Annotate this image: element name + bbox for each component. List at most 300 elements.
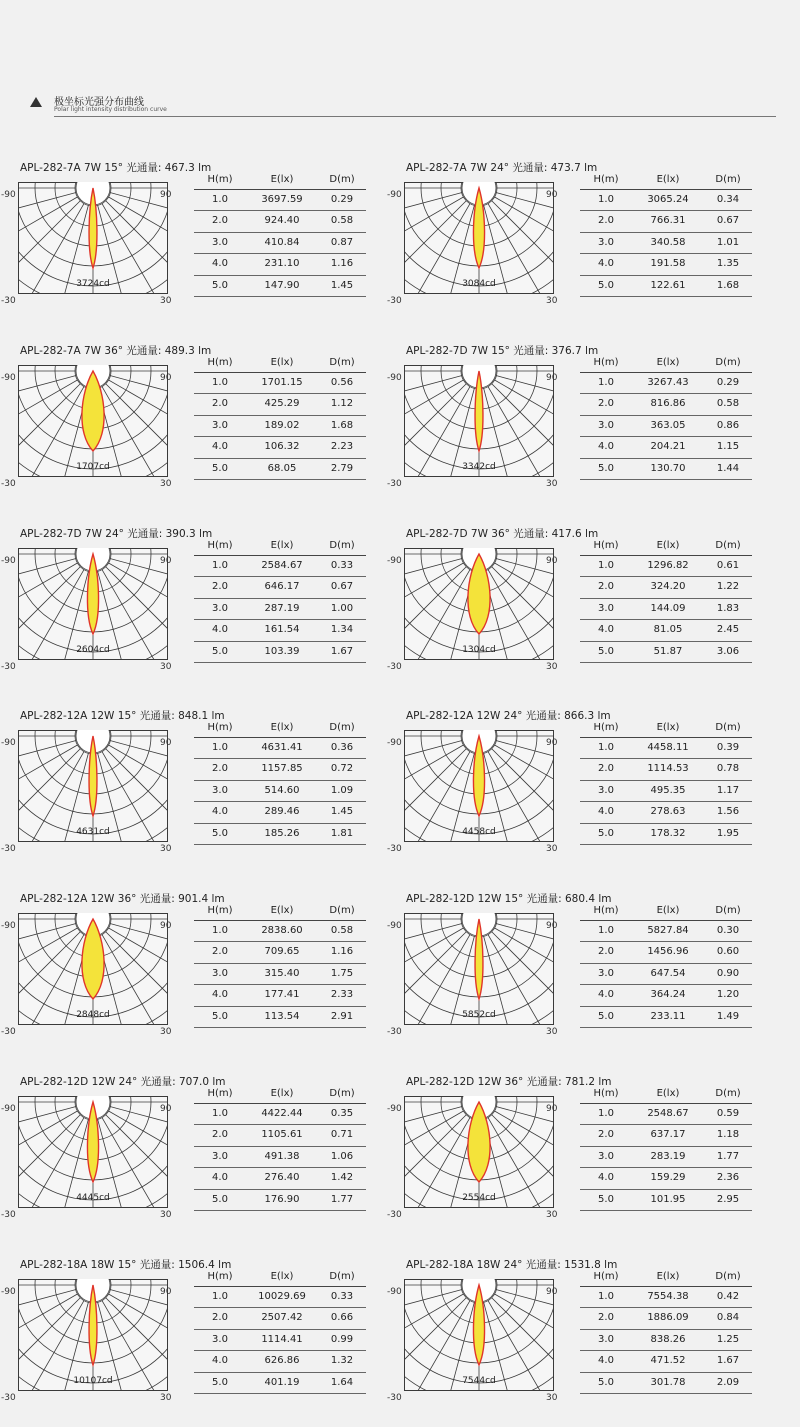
cell-illuminance: 10029.69 [258,1291,306,1302]
polar-grid [18,548,168,660]
cell-diameter: 0.58 [330,925,354,936]
illuminance-table [194,353,366,480]
cell-illuminance: 68.05 [267,462,297,474]
table-row [580,1168,752,1189]
cell-illuminance: 647.54 [650,967,686,979]
angle-label: -30 [387,296,402,306]
cell-illuminance: 106.32 [264,441,300,453]
table-header [580,1267,752,1287]
table-row [194,942,366,963]
panel-title: APL-282-7A 7W 36° 光通量: 489.3 lm [20,345,212,357]
cell-illuminance: 816.86 [650,398,686,410]
table-row [580,985,752,1006]
cell-diameter: 2.95 [716,1193,740,1205]
peak-intensity-label: 3724cd [76,279,110,289]
cell-diameter: 2.36 [716,1172,740,1184]
cell-diameter: 1.45 [330,806,354,818]
cell-diameter: 0.56 [330,377,354,388]
cell-illuminance: 177.41 [264,989,300,1001]
cell-height: 2.0 [212,215,228,227]
cell-height: 4.0 [598,806,614,818]
angle-label: -90 [1,1287,16,1297]
cell-diameter: 1.18 [716,1129,740,1141]
peak-intensity-label: 2848cd [76,1010,110,1020]
col-header-h: H(m) [593,722,619,733]
polar-diagram [18,1096,168,1208]
illuminance-table [194,901,366,1028]
table-row [580,416,752,437]
cell-diameter: 1.15 [716,441,740,453]
cell-diameter: 0.78 [716,763,740,775]
cell-diameter: 1.06 [330,1150,354,1162]
cell-illuminance: 1114.41 [261,1333,303,1345]
cell-diameter: 1.42 [330,1172,354,1184]
col-header-h: H(m) [207,174,233,185]
cell-illuminance: 2838.60 [261,925,303,936]
cell-diameter: 2.09 [716,1376,740,1388]
col-header-d: D(m) [329,905,355,916]
cell-height: 4.0 [598,1355,614,1367]
product-panel [0,891,380,1061]
cell-illuminance: 315.40 [264,967,300,979]
peak-intensity-label: 4445cd [76,1193,110,1203]
cell-height: 3.0 [212,1150,228,1162]
cell-diameter: 3.06 [716,645,740,657]
cell-diameter: 0.66 [330,1312,354,1324]
cell-height: 1.0 [598,742,614,753]
angle-label: 90 [160,373,172,383]
illuminance-table [194,170,366,297]
table-row [580,437,752,458]
cell-illuminance: 471.52 [650,1355,686,1367]
peak-intensity-label: 5852cd [462,1010,496,1020]
cell-illuminance: 5827.84 [647,925,689,936]
angle-label: -90 [1,1104,16,1114]
col-header-h: H(m) [207,1271,233,1282]
col-header-h: H(m) [593,1088,619,1099]
polar-grid [404,182,554,294]
panel-title: APL-282-12A 12W 36° 光通量: 901.4 lm [20,893,225,905]
col-header-e: E(lx) [270,1088,294,1099]
table-row [194,1007,366,1028]
cell-height: 3.0 [598,419,614,431]
cell-height: 1.0 [212,925,228,936]
table-row [580,190,752,211]
cell-height: 5.0 [212,1376,228,1388]
cell-diameter: 1.64 [330,1376,354,1388]
cell-illuminance: 491.38 [264,1150,300,1162]
cell-illuminance: 276.40 [264,1172,300,1184]
cell-illuminance: 410.84 [264,236,300,248]
table-row [580,781,752,802]
cell-height: 4.0 [212,441,228,453]
table-row [194,211,366,232]
product-panel [386,708,766,878]
polar-grid [18,182,168,294]
polar-grid [18,1279,168,1391]
angle-label: -30 [1,479,16,489]
panel-title: APL-282-7D 7W 15° 光通量: 376.7 lm [406,345,599,357]
table-row [580,1190,752,1211]
cell-diameter: 0.84 [716,1312,740,1324]
col-header-e: E(lx) [270,540,294,551]
product-panel [0,1257,380,1427]
col-header-h: H(m) [207,905,233,916]
illuminance-table [194,536,366,663]
angle-label: -30 [1,1027,16,1037]
cell-illuminance: 1701.15 [261,377,303,388]
panel-title: APL-282-12D 12W 36° 光通量: 781.2 lm [406,1076,612,1088]
cell-height: 4.0 [598,258,614,270]
cell-illuminance: 364.24 [650,989,686,1001]
col-header-d: D(m) [715,540,741,551]
cell-illuminance: 4631.41 [261,742,303,753]
cell-height: 2.0 [598,1312,614,1324]
col-header-e: E(lx) [656,722,680,733]
table-row [580,1351,752,1372]
panel-title: APL-282-18A 18W 24° 光通量: 1531.8 lm [406,1259,618,1271]
illuminance-table [194,1267,366,1394]
cell-diameter: 1.68 [330,419,354,431]
table-row [194,459,366,480]
cell-diameter: 0.61 [716,560,740,571]
table-row [580,620,752,641]
angle-label: -30 [387,1027,402,1037]
angle-label: -90 [1,556,16,566]
polar-diagram [404,1096,554,1208]
col-header-d: D(m) [715,905,741,916]
cell-height: 1.0 [212,560,228,571]
col-header-d: D(m) [329,1271,355,1282]
illuminance-table [580,901,752,1028]
polar-grid [404,730,554,842]
cell-height: 2.0 [598,1129,614,1141]
table-row [580,1007,752,1028]
section-title-en: Polar light intensity distribution curve [54,106,167,113]
table-row [580,373,752,394]
product-panel [386,891,766,1061]
table-row [194,1351,366,1372]
angle-label: -30 [387,479,402,489]
cell-illuminance: 231.10 [264,258,300,270]
table-row [194,437,366,458]
table-row [194,577,366,598]
panel-title: APL-282-7A 7W 24° 光通量: 473.7 lm [406,162,598,174]
illuminance-table [580,1267,752,1394]
illuminance-table [580,1084,752,1211]
table-row [194,985,366,1006]
cell-diameter: 1.16 [330,946,354,958]
peak-intensity-label: 4458cd [462,827,496,837]
polar-diagram [18,913,168,1025]
angle-label: -90 [1,921,16,931]
polar-grid [404,1279,554,1391]
illuminance-table [580,353,752,480]
col-header-e: E(lx) [656,174,680,185]
cell-height: 1.0 [598,560,614,571]
table-row [580,964,752,985]
table-header [580,901,752,921]
cell-illuminance: 1886.09 [647,1312,689,1324]
cell-illuminance: 3697.59 [261,194,303,205]
cell-diameter: 0.29 [330,194,354,205]
col-header-e: E(lx) [270,357,294,368]
col-header-h: H(m) [207,1088,233,1099]
table-row [580,824,752,845]
polar-grid [18,913,168,1025]
angle-label: -30 [1,662,16,672]
col-header-d: D(m) [715,174,741,185]
table-row [194,759,366,780]
polar-diagram [404,182,554,294]
cell-illuminance: 514.60 [264,784,300,796]
angle-label: 30 [160,1393,172,1403]
polar-diagram [404,548,554,660]
cell-diameter: 1.45 [330,279,354,291]
table-row [194,1330,366,1351]
col-header-h: H(m) [593,357,619,368]
table-row [194,620,366,641]
section-title-cn: 极坐标光强分布曲线 [54,97,144,108]
col-header-e: E(lx) [270,905,294,916]
table-header [194,536,366,556]
cell-illuminance: 626.86 [264,1355,300,1367]
cell-diameter: 1.67 [330,645,354,657]
peak-intensity-label: 3084cd [462,279,496,289]
cell-illuminance: 4458.11 [647,742,689,753]
cell-height: 1.0 [598,1291,614,1302]
cell-illuminance: 340.58 [650,236,686,248]
cell-height: 4.0 [598,1172,614,1184]
polar-diagram [404,913,554,1025]
cell-height: 5.0 [598,462,614,474]
table-header [194,1084,366,1104]
table-row [580,211,752,232]
panel-title: APL-282-12D 12W 15° 光通量: 680.4 lm [406,893,612,905]
cell-diameter: 1.44 [716,462,740,474]
cell-illuminance: 709.65 [264,946,300,958]
cell-illuminance: 81.05 [653,624,683,636]
cell-height: 1.0 [212,1108,228,1119]
polar-diagram [18,182,168,294]
cell-illuminance: 1157.85 [261,763,303,775]
cell-illuminance: 101.95 [650,1193,686,1205]
cell-illuminance: 287.19 [264,602,300,614]
cell-height: 5.0 [212,645,228,657]
cell-height: 1.0 [598,925,614,936]
panel-title: APL-282-7A 7W 15° 光通量: 467.3 lm [20,162,212,174]
cell-height: 2.0 [212,763,228,775]
cell-height: 2.0 [212,946,228,958]
cell-diameter: 2.45 [716,624,740,636]
polar-diagram [404,1279,554,1391]
polar-grid [404,365,554,477]
angle-label: 30 [546,1210,558,1220]
cell-height: 1.0 [212,742,228,753]
cell-diameter: 1.49 [716,1010,740,1022]
polar-grid [18,730,168,842]
angle-label: -90 [387,738,402,748]
angle-label: 90 [546,373,558,383]
angle-label: -30 [387,844,402,854]
table-row [194,1373,366,1394]
cell-diameter: 1.81 [330,827,354,839]
cell-diameter: 0.99 [330,1333,354,1345]
cell-height: 2.0 [212,1129,228,1141]
table-row [580,1373,752,1394]
table-row [194,1104,366,1125]
angle-label: -30 [1,1393,16,1403]
cell-height: 3.0 [598,1333,614,1345]
polar-grid [404,913,554,1025]
angle-label: 30 [546,1027,558,1037]
cell-diameter: 1.16 [330,258,354,270]
col-header-e: E(lx) [656,1088,680,1099]
angle-label: 30 [160,662,172,672]
cell-height: 5.0 [212,462,228,474]
cell-diameter: 0.71 [330,1129,354,1141]
col-header-d: D(m) [715,357,741,368]
product-panel [386,343,766,513]
cell-illuminance: 113.54 [264,1010,300,1022]
table-row [580,233,752,254]
cell-height: 1.0 [212,194,228,205]
angle-label: 90 [546,190,558,200]
col-header-e: E(lx) [656,1271,680,1282]
cell-diameter: 0.33 [330,1291,354,1302]
cell-illuminance: 233.11 [650,1010,686,1022]
cell-diameter: 1.35 [716,258,740,270]
col-header-d: D(m) [715,1088,741,1099]
cell-diameter: 1.25 [716,1333,740,1345]
table-row [580,1287,752,1308]
cell-illuminance: 646.17 [264,581,300,593]
col-header-d: D(m) [329,722,355,733]
section-header [24,90,776,118]
peak-intensity-label: 3342cd [462,462,496,472]
table-row [194,190,366,211]
angle-label: -90 [387,190,402,200]
table-row [194,1190,366,1211]
angle-label: 90 [160,921,172,931]
table-row [580,459,752,480]
cell-diameter: 1.34 [330,624,354,636]
cell-height: 1.0 [598,1108,614,1119]
angle-label: 30 [546,296,558,306]
cell-diameter: 0.30 [716,925,740,936]
cell-height: 2.0 [212,1312,228,1324]
angle-label: -90 [387,556,402,566]
angle-label: 90 [160,1104,172,1114]
table-row [580,276,752,297]
angle-label: 90 [546,1287,558,1297]
table-row [580,738,752,759]
cell-illuminance: 103.39 [264,645,300,657]
polar-diagram [18,365,168,477]
cell-height: 2.0 [598,398,614,410]
cell-diameter: 0.90 [716,967,740,979]
cell-illuminance: 766.31 [650,215,686,227]
cell-height: 3.0 [212,602,228,614]
product-panel [0,343,380,513]
cell-height: 1.0 [212,377,228,388]
polar-diagram [18,548,168,660]
polar-grid [404,1096,554,1208]
cell-diameter: 0.59 [716,1108,740,1119]
table-row [194,802,366,823]
table-header [194,901,366,921]
col-header-h: H(m) [593,1271,619,1282]
table-row [194,254,366,275]
cell-height: 4.0 [598,989,614,1001]
cell-illuminance: 289.46 [264,806,300,818]
cell-illuminance: 3065.24 [647,194,689,205]
cell-illuminance: 191.58 [650,258,686,270]
table-row [194,1168,366,1189]
illuminance-table [580,536,752,663]
cell-height: 1.0 [598,377,614,388]
cell-illuminance: 176.90 [264,1193,300,1205]
cell-diameter: 0.60 [716,946,740,958]
col-header-e: E(lx) [270,722,294,733]
cell-height: 4.0 [212,624,228,636]
cell-height: 4.0 [598,624,614,636]
cell-diameter: 2.33 [330,989,354,1001]
cell-illuminance: 4422.44 [261,1108,303,1119]
cell-illuminance: 2584.67 [261,560,303,571]
cell-height: 2.0 [598,763,614,775]
cell-illuminance: 401.19 [264,1376,300,1388]
angle-label: 90 [160,1287,172,1297]
table-row [194,1287,366,1308]
cell-diameter: 0.87 [330,236,354,248]
cell-diameter: 0.33 [330,560,354,571]
cell-illuminance: 2548.67 [647,1108,689,1119]
cell-height: 5.0 [598,279,614,291]
cell-height: 4.0 [212,989,228,1001]
angle-label: -90 [387,1104,402,1114]
polar-diagram [404,730,554,842]
table-header [580,718,752,738]
cell-illuminance: 637.17 [650,1129,686,1141]
cell-illuminance: 495.35 [650,784,686,796]
table-row [580,577,752,598]
cell-diameter: 0.72 [330,763,354,775]
cell-height: 4.0 [598,441,614,453]
cell-height: 4.0 [212,806,228,818]
cell-height: 3.0 [598,602,614,614]
col-header-d: D(m) [329,540,355,551]
product-panel [0,526,380,696]
illuminance-table [194,1084,366,1211]
polar-grid [404,548,554,660]
table-row [194,781,366,802]
triangle-icon [30,97,42,107]
table-row [194,921,366,942]
cell-height: 5.0 [598,1376,614,1388]
cell-diameter: 2.79 [330,462,354,474]
cell-height: 4.0 [212,258,228,270]
cell-diameter: 0.86 [716,419,740,431]
cell-illuminance: 1105.61 [261,1129,303,1141]
cell-height: 5.0 [212,279,228,291]
cell-diameter: 0.58 [330,215,354,227]
col-header-h: H(m) [593,540,619,551]
col-header-h: H(m) [207,357,233,368]
cell-diameter: 0.36 [330,742,354,753]
cell-illuminance: 324.20 [650,581,686,593]
cell-illuminance: 204.21 [650,441,686,453]
